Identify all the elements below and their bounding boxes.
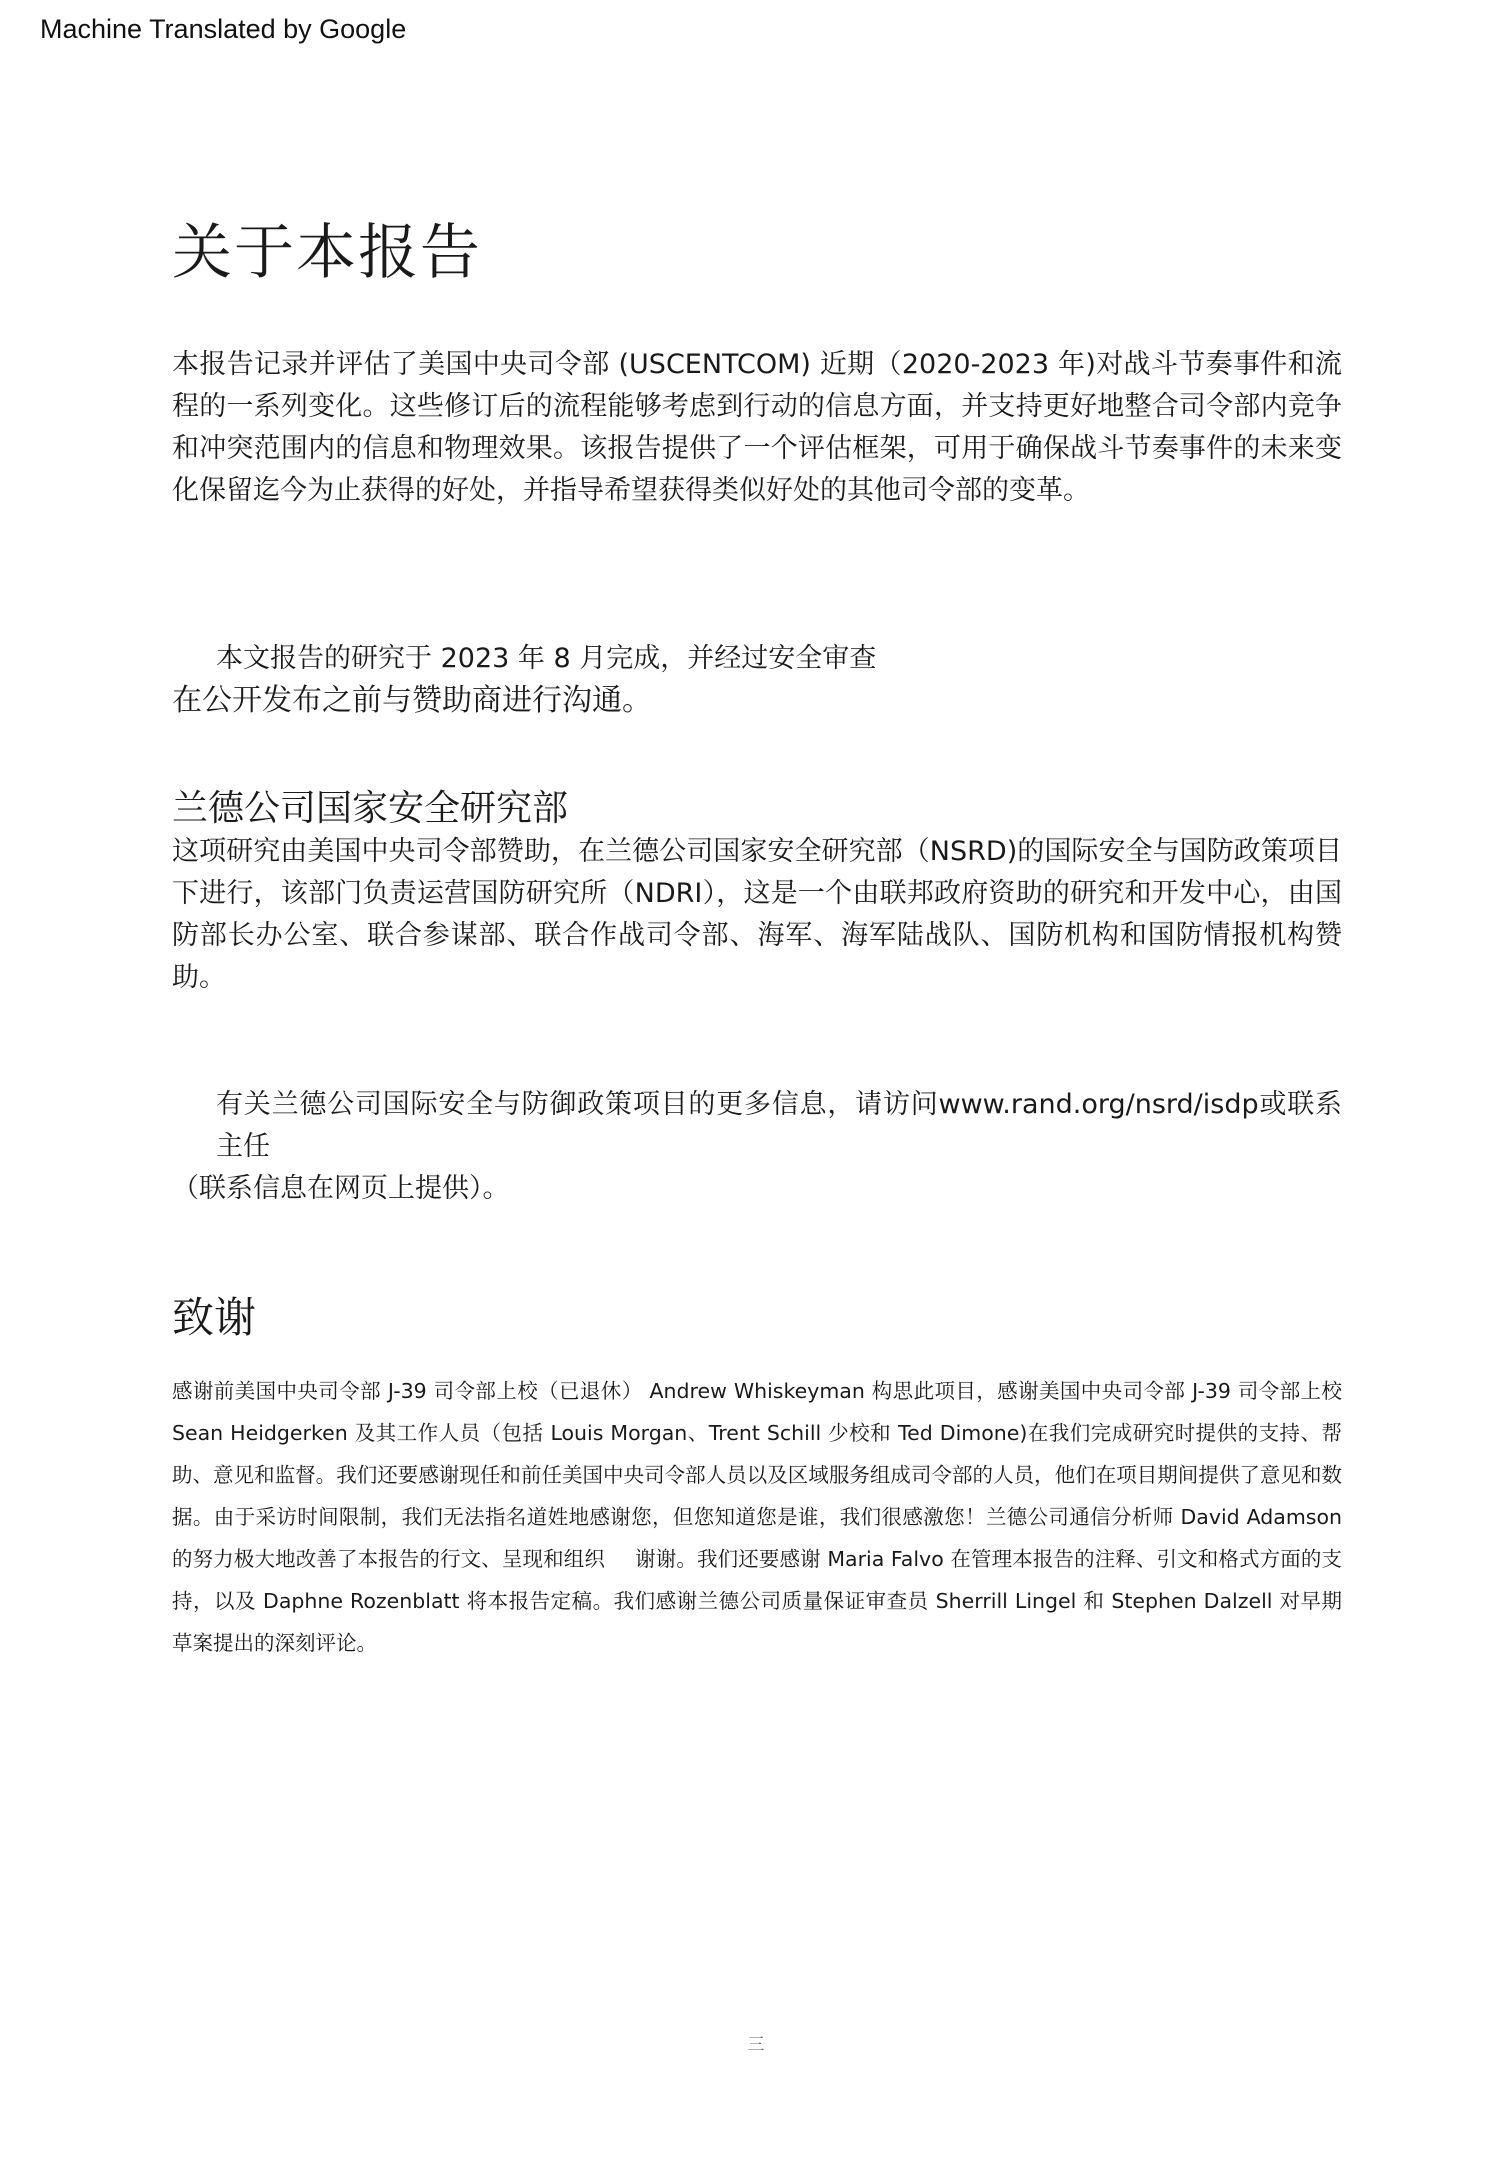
acknowledgments-text-part-2: 谢谢。我们还要感谢 Maria Falvo 在管理本报告的注释、引文和格式方面的支持，以及 Daphne Rozenblatt 将本报告定稿。我们感谢兰德公司质量保证审查员 Sherrill Lingel 和 Stephen Dalzell 对早期草案提出的深刻评论。 <box>172 1547 1343 1655</box>
page-title: 关于本报告 <box>172 218 482 288</box>
more-info-paragraph <box>172 1084 1342 1210</box>
review-line-1: 本文报告的研究于 2023 年 8 月完成，并经过安全审查 <box>216 643 877 674</box>
nsrd-heading: 兰德公司国家安全研究部 <box>172 788 569 829</box>
intro-paragraph: 本报告记录并评估了美国中央司令部 (USCENTCOM) 近期（2020-2023 年)对战斗节奏事件和流程的一系列变化。这些修订后的流程能够考虑到行动的信息方面，并支持更好地整合司令部内竞争和冲突范围内的信息和物理效果。该报告提供了一个评估框架，可用于确保战斗节奏事件的未来变化保留迄今为止获得的好处，并指导希望获得类似好处的其他司令部的变革。 <box>172 349 1342 506</box>
acknowledgments-heading: 致谢 <box>172 1293 257 1342</box>
acknowledgments-text-part-1: 感谢前美国中央司令部 J-39 司令部上校（已退休） Andrew Whiskeyman 构思此项目，感谢美国中央司令部 J-39 司令部上校 Sean Heidgerken 及其工作人员（包括 Louis Morgan、Trent Schill 少校和 Ted Dimone)在我们完成研究时提供的支持、帮助、意见和监督。我们还要感谢现任和前任美国中央司令部人员以及区域服务组成司令部的人员，他们在项目期间提供了意见和数据。由于采访时间限制，我们无法指名道姓地感谢您，但您知道您是谁，我们很感激您！兰德公司通信分析师 David Adamson 的努力极大地改善了本报告的行文、呈现和组织 <box>172 1379 1342 1571</box>
more-info-line-2: （联系信息在网页上提供）。 <box>172 1173 510 1204</box>
acknowledgments-paragraph <box>172 1370 1342 1664</box>
machine-translation-banner: Machine Translated by Google <box>40 14 407 44</box>
nsrd-paragraph: 这项研究由美国中央司令部赞助，在兰德公司国家安全研究部（NSRD)的国际安全与国防政策项目下进行，该部门负责运营国防研究所（NDRI），这是一个由联邦政府资助的研究和开发中心，由国防部长办公室、联合参谋部、联合作战司令部、海军、海军陆战队、国防机构和国防情报机构赞助。 <box>172 836 1342 993</box>
more-info-line-1: 有关兰德公司国际安全与防御政策项目的更多信息，请访问www.rand.org/nsrd/isdp或联系主任 <box>216 1089 1342 1162</box>
review-line-2: 在公开发布之前与赞助商进行沟通。 <box>172 683 652 718</box>
page-number: 三 <box>747 2035 765 2055</box>
